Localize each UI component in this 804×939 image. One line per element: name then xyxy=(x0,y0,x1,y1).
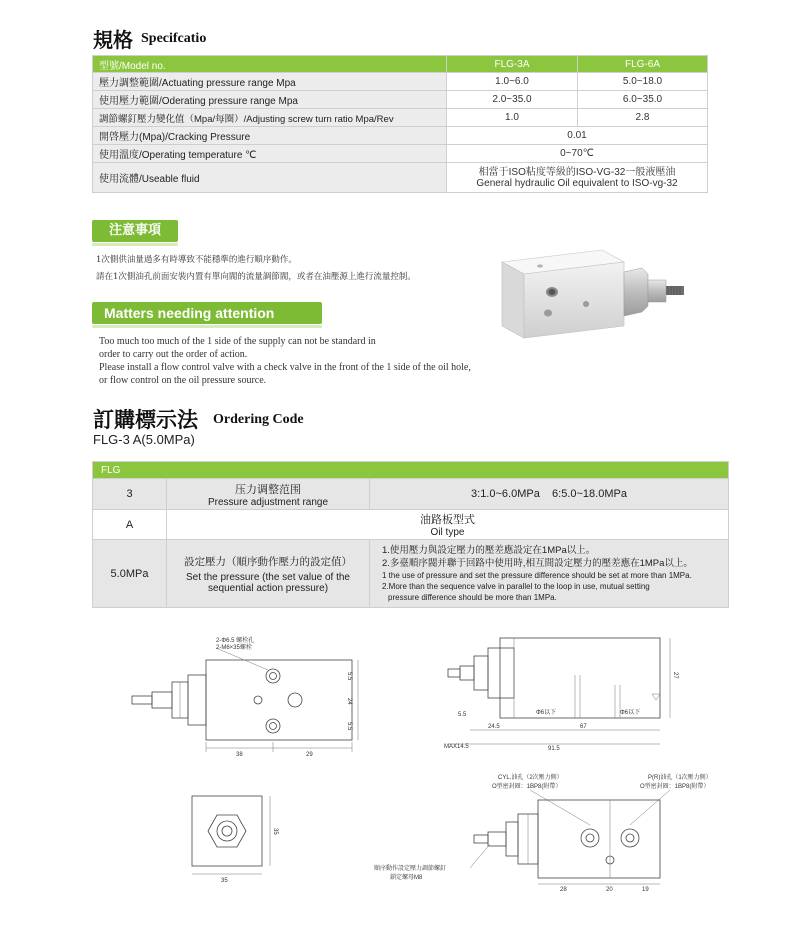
spec-header-model: 型號/Model no. xyxy=(93,56,447,73)
spec-fluid-value xyxy=(447,163,708,193)
spec-row xyxy=(93,109,708,127)
ordering-note2: 2.多臺順序閥并聯于回路中使用時,相互間設定壓力的壓差應在1MPa以上。 xyxy=(382,558,693,569)
d4-nut1: 順序動作設定壓力調節螺釘 xyxy=(374,866,447,872)
d2-dim-915: 91.5 xyxy=(548,746,560,752)
ordering-row-notes xyxy=(370,540,729,608)
drawing-end-view xyxy=(180,790,290,890)
ordering-row-code: 3 xyxy=(93,479,167,510)
d4-p2: O型密封圈：1BP8(附帶） xyxy=(640,784,710,790)
d4-cyl1: CYL.油孔（2次壓力側） xyxy=(498,775,563,781)
spec-title-zh: 規格 xyxy=(93,28,133,52)
ordering-row-name-en: Set the pressure (the set value of the xyxy=(186,571,350,583)
ordering-title-zh: 訂購標示法 xyxy=(93,407,198,432)
notes-zh-line1: 1次側供油量過多有時導致不能穩準的進行順序動作。 xyxy=(96,255,297,265)
ordering-row-name xyxy=(167,479,370,510)
spec-row-value: 0~70℃ xyxy=(447,145,708,163)
d2-dim-max: MAX14.5 xyxy=(444,744,469,750)
drawing-port-view xyxy=(370,770,730,895)
notes-en-line1: Too much too much of the 1 side of the supply can not be standard in xyxy=(99,336,376,347)
spec-row-value: 6.0~35.0 xyxy=(578,91,708,109)
spec-header-flg3a: FLG-3A xyxy=(447,56,578,73)
d2-phi-a: Φ6以下 xyxy=(536,710,557,716)
spec-row-label: 調節螺釘壓力變化值（Mpa/每圈）/Adjusting screw turn ratio Mpa/Rev xyxy=(93,109,447,127)
d2-phi-b: Φ6以下 xyxy=(620,710,641,716)
ordering-title-en: Ordering Code xyxy=(213,412,304,427)
spec-row-label: 使用壓力範圍/Oderating pressure range Mpa xyxy=(93,91,447,109)
ordering-header-row xyxy=(93,462,729,479)
d1-dim-55b: 5.5 xyxy=(346,722,352,731)
spec-row xyxy=(93,73,708,91)
ordering-row xyxy=(93,540,729,608)
ordering-row-code: A xyxy=(93,510,167,540)
d1-dim-38: 38 xyxy=(236,752,243,758)
ordering-row-code: 5.0MPa xyxy=(93,540,167,608)
spec-row-label: 開啓壓力(Mpa)/Cracking Pressure xyxy=(93,127,447,145)
d4-dim-28: 28 xyxy=(560,887,567,893)
ordering-row-name-en: Pressure adjustment range xyxy=(207,496,329,508)
ordering-note1: 1.使用壓力與設定壓力的壓差應設定在1MPa以上。 xyxy=(382,545,596,556)
d1-dim-29: 29 xyxy=(306,752,313,758)
drawing-front-view xyxy=(120,630,370,760)
ordering-row-name-en2: sequential action pressure) xyxy=(207,582,329,594)
notes-en-line3: Please install a flow control valve with a check valve in the front of the 1 side of the oil hole, xyxy=(99,362,471,373)
ordering-row-name-en: Oil type xyxy=(430,527,465,538)
d1-dim-24: 24 xyxy=(346,698,352,705)
spec-row-value: 1.0~6.0 xyxy=(447,73,578,91)
spec-fluid-line2: General hydraulic Oil equivalent to ISO-vg-32 xyxy=(476,177,678,189)
notes-badge-zh: 注意事項 xyxy=(92,220,178,242)
d2-dim-27: 27 xyxy=(672,672,678,679)
ordering-table xyxy=(92,461,729,608)
spec-title-en: Specifcatio xyxy=(141,31,207,46)
spec-header-row xyxy=(93,56,708,73)
notes-en-line2: order to carry out the order of action. xyxy=(99,349,248,360)
spec-fluid-line1: 相當于ISO粘度等級的ISO-VG-32一般液壓油 xyxy=(478,166,676,178)
notes-en-line4: or flow control on the oil pressure source. xyxy=(99,375,267,386)
d1-label2: 2-M6×35螺栓 xyxy=(216,645,252,651)
spec-row-label: 使用溫度/Operating temperature ℃ xyxy=(93,145,447,163)
ordering-row-name-zh: 設定壓力（順序動作壓力的設定值） xyxy=(184,555,352,568)
ordering-row xyxy=(93,479,729,510)
notes-zh-line2: 請在1次側油孔前面安裝内置有單向閥的流量調節閥，或者在油壓源上進行流量控制。 xyxy=(96,272,416,282)
d1-dim-55a: 5.5 xyxy=(346,672,352,681)
spec-row-value: 1.0 xyxy=(447,109,578,127)
d3-dim-35b: 35 xyxy=(272,828,278,835)
d3-dim-35a: 35 xyxy=(221,878,228,884)
d4-cyl2: O型密封圈：1BP8(附帶） xyxy=(492,784,562,790)
d4-dim-19: 19 xyxy=(642,887,649,893)
spec-row-label: 使用流體/Useable fluid xyxy=(93,163,447,193)
ordering-row xyxy=(93,510,729,540)
drawing-side-view xyxy=(440,630,695,755)
spec-row xyxy=(93,127,708,145)
ordering-code: FLG-3 A(5.0MPa) xyxy=(93,432,195,447)
d2-dim-55: 5.5 xyxy=(458,712,467,718)
ordering-row-name xyxy=(167,510,729,540)
d4-nut2: 鎖定螺母M8 xyxy=(390,875,423,881)
d2-dim-245: 24.5 xyxy=(488,724,500,730)
ordering-note4: 2.More than the sequence valve in parallel to the loop in use, mutual setting xyxy=(382,582,650,591)
ordering-row-name-zh: 油路板型式 xyxy=(420,514,475,526)
spec-row-value: 2.8 xyxy=(578,109,708,127)
spec-row xyxy=(93,91,708,109)
valve-product-image xyxy=(490,240,690,350)
spec-row-fluid xyxy=(93,163,708,193)
spec-row-value: 0.01 xyxy=(447,127,708,145)
d2-dim-67: 67 xyxy=(580,724,587,730)
ordering-header: FLG xyxy=(93,462,729,479)
d4-p1: P(R)油孔（1次壓力側） xyxy=(648,775,712,781)
ordering-row-value: 3:1.0~6.0MPa 6:5.0~18.0MPa xyxy=(370,479,729,510)
spec-header-flg6a: FLG-6A xyxy=(578,56,708,73)
ordering-row-name-zh: 压力调整范围 xyxy=(235,483,301,496)
d4-dim-20: 20 xyxy=(606,887,613,893)
ordering-note3: 1 the use of pressure and set the pressure difference should be set at more than 1MPa. xyxy=(382,571,692,580)
spec-row xyxy=(93,145,708,163)
notes-badge-en: Matters needing attention xyxy=(92,302,322,324)
spec-row-value: 2.0~35.0 xyxy=(447,91,578,109)
ordering-note5: pressure difference should be more than 1MPa. xyxy=(388,593,557,602)
spec-table xyxy=(92,55,708,193)
ordering-row-name xyxy=(167,540,370,608)
d1-label1: 2-Φ6.5 螺栓孔 xyxy=(216,638,255,644)
spec-row-value: 5.0~18.0 xyxy=(578,73,708,91)
spec-row-label: 壓力調整範圍/Actuating pressure range Mpa xyxy=(93,73,447,91)
